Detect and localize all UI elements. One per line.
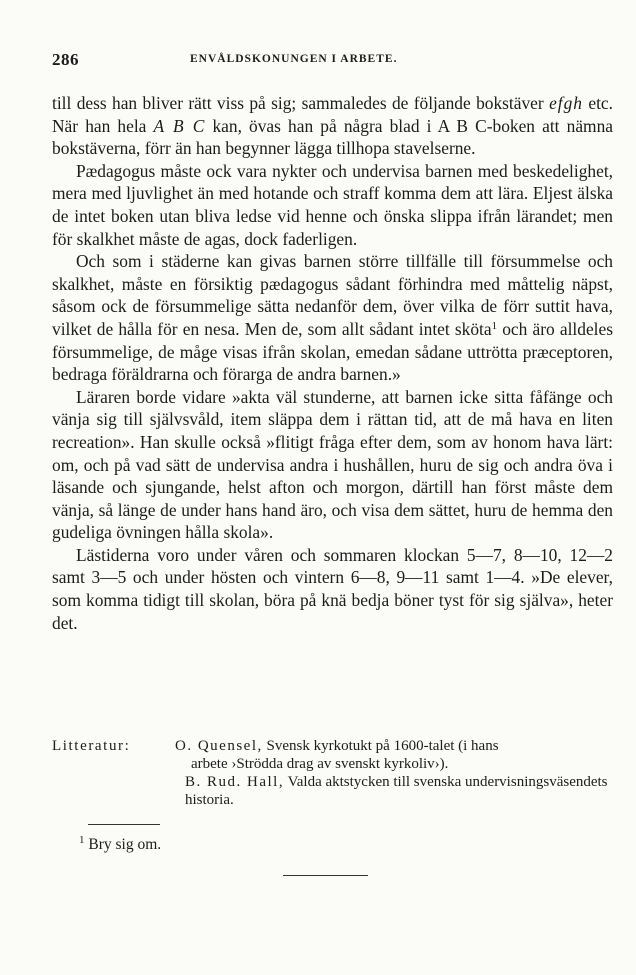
literature-item-1 <box>52 738 613 773</box>
literature-item-1-title: Svensk kyrkotukt på 1600-talet (i hans <box>262 738 499 754</box>
paragraph-1-text-c: kan, övas han på några blad i A B C-boken att nämna bokstäverna, förr än han begynner lägga tillhopa stavelserne. <box>52 115 613 159</box>
literature-item-2-title: Valda aktstycken till svenska undervisningsväsendets historia. <box>185 774 608 808</box>
paragraph-3-text-b: och äro alldeles försummelige, de måge visas ifrån skolan, emedan sådane uttrötta præceptoren, bedraga föräldrarna och förarga de andra barnen.» <box>52 318 613 385</box>
paragraph-1-text-a: till dess han bliver rätt viss på sig; sammaledes de följande bokstäver <box>52 93 550 113</box>
literature-item-1-author: O. Quensel, <box>175 738 263 754</box>
running-title: ENVÅLDSKONUNGEN I ARBETE. <box>190 53 398 65</box>
footnote <box>79 836 161 854</box>
bottom-divider <box>283 875 368 876</box>
paragraph-1-letters: efgh <box>549 93 584 113</box>
footnote-marker: 1 <box>491 319 498 332</box>
literature-item-2-author: B. Rud. Hall, <box>185 774 285 790</box>
paragraph-1-text-b: etc. När han hela <box>52 93 613 136</box>
literature-item-1-continuation: arbete ›Strödda drag av svenskt kyrkoliv›). <box>191 755 449 772</box>
page-number: 286 <box>52 50 79 69</box>
body-text <box>52 92 613 634</box>
literature-item-2 <box>185 774 613 809</box>
page-header <box>52 50 612 74</box>
literature-label: Litteratur: <box>52 738 131 754</box>
footnote-divider <box>88 824 160 825</box>
paragraph-3 <box>52 250 613 386</box>
paragraph-2: Pædagogus måste ock vara nykter och undervisa barnen med beskedelighet, mera med ljuvlighet än med hotande och straff komma dem att lära. Eljest älska de intet boken utan bliva ledse vid henne och önska slippa ifrån lärandet; men för skalkhet måste de agas, dock faderligen. <box>52 160 613 249</box>
paragraph-4: Läraren borde vidare »akta väl stunderne, att barnen icke sitta fåfänge och vänja sig till självsvåld, item släppa dem i rättan tid, att de må hava en liten recreation». Han skulle också »flitigt fråga efter dem, som av honom hava lärt: om, och på vad sätt de undervisa andra i hushållen, huru de sig och andra öva i läsande och sjungande, helst afton och morgon, därtill han först måste dem vänja, så länge de under hans hand äro, och visa dem sättet, huru de hemma den gudeliga övningen hålla skola». <box>52 386 613 543</box>
paragraph-1-abc: A B C <box>153 115 206 136</box>
paragraph-3-text-a: Och som i städerne kan givas barnen större tillfälle till försummelse och skalkhet, måste en försiktig pædagogus sådant förhindra med måttelig näpst, såsom ock de försummelige sätta nedanför dem, över vilka de förr suttit hava, vilket de hålla för en nesa. Men de, som allt sådant intet sköta <box>52 251 613 339</box>
paragraph-1 <box>52 92 613 160</box>
footnote-number: 1 <box>79 834 85 846</box>
footnote-text: Bry sig om. <box>88 836 162 853</box>
literature-item-1-text <box>175 738 613 773</box>
paragraph-5: Lästiderna voro under våren och sommaren klockan 5—7, 8—10, 12—2 samt 3—5 och under hösten och vintern 6—8, 9—11 samt 1—4. »De elever, som komma tidigt till skolan, böra på knä bedja böner tyst för sig själva», heter det. <box>52 544 613 633</box>
literature-section <box>52 738 613 809</box>
